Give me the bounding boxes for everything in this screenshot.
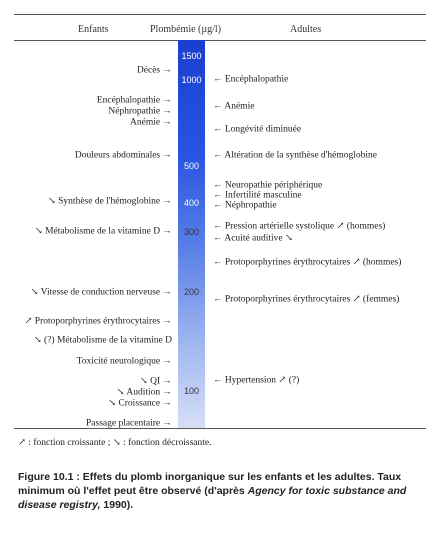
child-effect-vitamine-d-uncertain: ↘ (?) Métabolisme de la vitamine D bbox=[33, 335, 172, 346]
child-effect-synthese-hb: ↘ Synthèse de l'hémoglobine → bbox=[47, 196, 172, 207]
header-rule bbox=[14, 40, 426, 41]
tick-1000: 1000 bbox=[181, 75, 202, 85]
adult-effect-anemie: ← Anémie bbox=[213, 101, 255, 112]
tick-300: 300 bbox=[183, 227, 200, 237]
adult-effect-protoporphyrines-f: ← Protoporphyrines érythrocytaires ↗ (femmes) bbox=[213, 294, 400, 305]
bottom-rule bbox=[14, 428, 426, 429]
caption-end: 1990). bbox=[100, 499, 134, 511]
child-effect-audition: ↘ Audition → bbox=[116, 387, 172, 398]
adult-effect-neuropathie: ← Neuropathie périphérique bbox=[213, 180, 323, 191]
child-effect-toxicite: Toxicité neurologique → bbox=[76, 356, 172, 367]
children-column-header: Enfants bbox=[78, 24, 109, 35]
adult-effect-pression: ← Pression artérielle systolique ↗ (hommes) bbox=[213, 221, 386, 232]
tick-400: 400 bbox=[183, 198, 200, 208]
child-effect-anemie: Anémie → bbox=[130, 117, 172, 128]
child-effect-qi: ↘ QI → bbox=[139, 376, 172, 387]
child-effect-croissance: ↘ Croissance → bbox=[108, 398, 172, 409]
child-effect-vitamine-d: ↘ Métabolisme de la vitamine D → bbox=[34, 226, 172, 237]
tick-1500: 1500 bbox=[181, 51, 202, 61]
adult-effect-synthese-hb: ← Altération de la synthèse d'hémoglobine bbox=[213, 150, 377, 161]
blood-lead-column-header: Plombémie (µg/l) bbox=[150, 24, 222, 35]
adult-effect-encephalopathie: ← Encéphalopathie bbox=[213, 74, 289, 85]
child-effect-placenta: Passage placentaire → bbox=[86, 418, 172, 429]
figure-caption bbox=[18, 470, 428, 512]
adult-effect-longevite: ← Longévité diminuée bbox=[213, 124, 302, 135]
tick-200: 200 bbox=[183, 287, 200, 297]
adult-effect-infertilite: ← Infertilité masculine bbox=[213, 190, 302, 201]
child-effect-protoporphyrines: ↗ Protoporphyrines érythrocytaires → bbox=[24, 316, 172, 327]
tick-100: 100 bbox=[183, 386, 200, 396]
caption-text: Figure 10.1 : Effets du plomb inorganique sur les enfants et les adultes. Taux minimum où l'effet peut être observé (d'après bbox=[18, 471, 402, 497]
child-effect-encephalopathie: Encéphalopathie → bbox=[96, 95, 172, 106]
child-effect-deces: Décès → bbox=[136, 65, 172, 76]
caption-source: Agency for toxic substance and disease registry, bbox=[18, 485, 407, 511]
child-effect-conduction: ↘ Vitesse de conduction nerveuse → bbox=[30, 287, 172, 298]
tick-500: 500 bbox=[183, 161, 200, 171]
top-rule bbox=[14, 14, 426, 15]
child-effect-nephropathie: Néphropathie → bbox=[108, 106, 172, 117]
arrow-legend: ↗ : fonction croissante ; ↘ : fonction décroissante. bbox=[18, 438, 212, 448]
child-effect-douleurs: Douleurs abdominales → bbox=[74, 150, 172, 161]
adult-effect-hypertension: ← Hypertension ↗ (?) bbox=[213, 375, 300, 386]
adult-effect-protoporphyrines-h: ← Protoporphyrines érythrocytaires ↗ (hommes) bbox=[213, 257, 402, 268]
adult-effect-acuite: ← Acuité auditive ↘ bbox=[213, 233, 293, 244]
adult-effect-nephropathie: ← Néphropathie bbox=[213, 200, 277, 211]
adults-column-header: Adultes bbox=[290, 24, 322, 35]
